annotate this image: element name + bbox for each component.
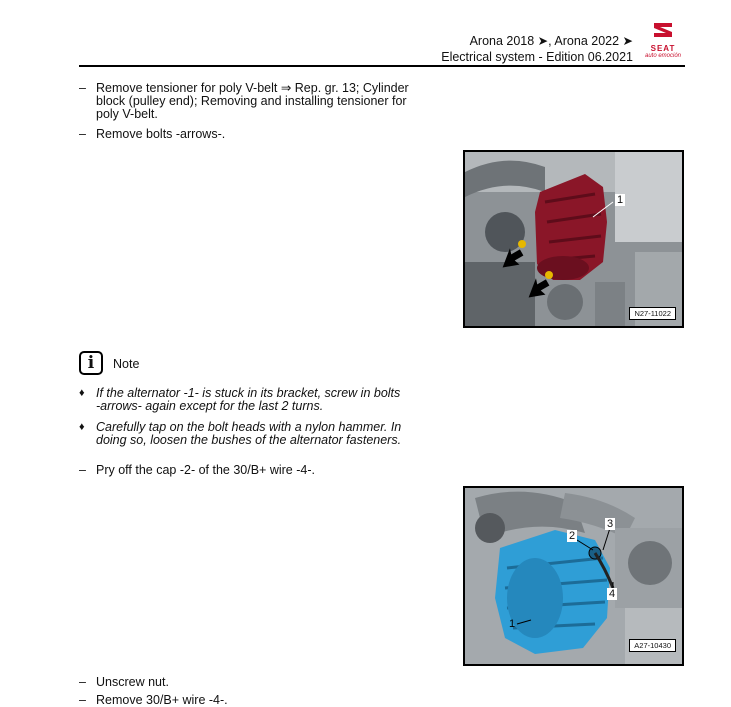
step-marker: – xyxy=(79,127,86,141)
step-line: Remove 30/B+ wire -4-. xyxy=(96,693,228,707)
header-models: Arona 2018 ➤, Arona 2022 ➤ xyxy=(469,34,633,48)
step-line: Unscrew nut. xyxy=(96,675,169,689)
bullet-line: If the alternator -1- is stuck in its bracket, screw in bolts xyxy=(96,386,401,400)
header-manual-title: Electrical system - Edition 06.2021 xyxy=(441,50,633,64)
step-marker: – xyxy=(79,463,86,477)
figure-id: A27-10430 xyxy=(629,639,676,652)
figure-id: N27-11022 xyxy=(629,307,676,320)
step-marker: – xyxy=(79,675,86,689)
bullet-marker: ♦ xyxy=(79,387,85,399)
step-marker: – xyxy=(79,81,86,95)
seat-logo xyxy=(640,22,686,58)
figure-alternator-wire-illustration xyxy=(465,488,682,664)
bullet-line: Carefully tap on the bolt heads with a nylon hammer. In xyxy=(96,420,402,434)
bullet-line: doing so, loosen the bushes of the alternator fasteners. xyxy=(96,433,402,447)
step-marker: – xyxy=(79,693,86,707)
logo-tagline: auto emoción xyxy=(644,53,682,59)
note-label: Note xyxy=(113,357,140,371)
step-line: Pry off the cap -2- of the 30/B+ wire -4-. xyxy=(96,463,315,477)
callout-4: 4 xyxy=(609,588,616,600)
seat-logo-icon xyxy=(652,22,674,38)
step-line: Remove bolts -arrows-. xyxy=(96,127,226,141)
header-divider xyxy=(79,65,685,67)
step-line: poly V-belt. xyxy=(96,107,158,121)
callout-2: 2 xyxy=(569,530,576,542)
figure-alternator-wire xyxy=(463,486,684,666)
logo-name: SEAT xyxy=(650,44,676,53)
page-header xyxy=(441,33,633,65)
step-line: Remove tensioner for poly V-belt ⇒ Rep. gr. 13; Cylinder xyxy=(96,81,409,95)
callout-1: 1 xyxy=(509,618,516,630)
step-line: block (pulley end); Removing and installing tensioner for xyxy=(96,94,407,108)
bullet-line: -arrows- again except for the last 2 turns. xyxy=(96,399,324,413)
callout-1: 1 xyxy=(617,194,624,206)
figure-alternator-bolts xyxy=(463,150,684,328)
info-icon: i xyxy=(79,351,103,375)
bullet-marker: ♦ xyxy=(79,421,85,433)
figure-alternator-bolts-illustration xyxy=(465,152,682,326)
callout-3: 3 xyxy=(607,518,614,530)
